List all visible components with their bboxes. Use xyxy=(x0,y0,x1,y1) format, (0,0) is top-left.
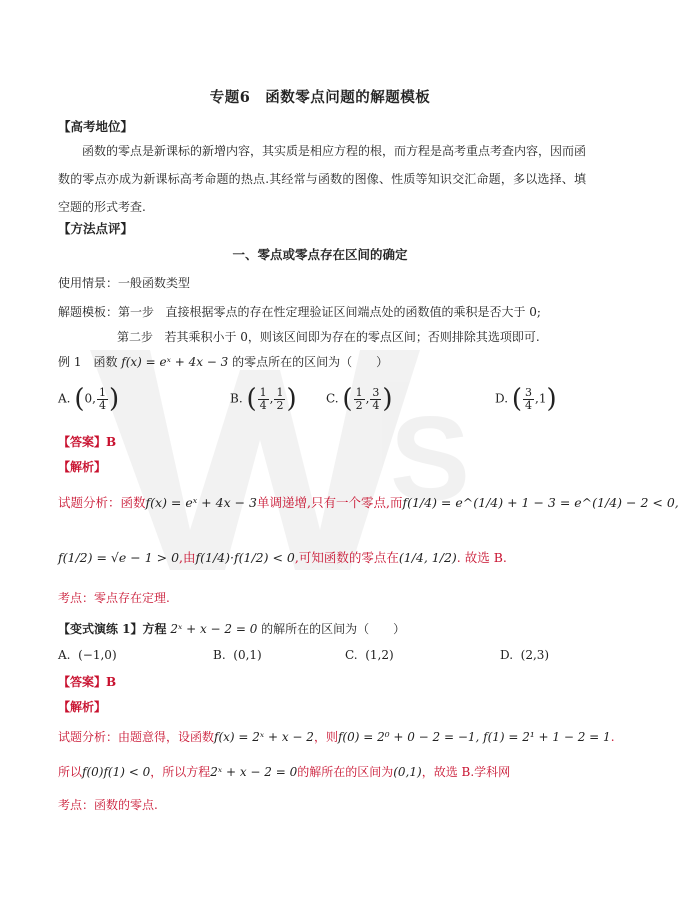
analysis-text: ,可知函数的零点在 xyxy=(294,550,399,565)
analysis-text: ,由 xyxy=(179,550,196,565)
analysis-text: ，则 xyxy=(313,730,338,744)
template-step1 xyxy=(58,303,541,320)
example1-label: 例 1 函数 xyxy=(58,355,118,369)
analysis-math: f(1/2) = √e − 1 > 0 xyxy=(58,550,180,565)
option-value: (2,3) xyxy=(520,648,550,662)
variant1-question xyxy=(58,620,405,637)
analysis-math: 2ˣ + x − 2 = 0 xyxy=(210,765,298,779)
option-value: (0,1) xyxy=(233,648,262,662)
template-step2 xyxy=(117,328,540,345)
analysis-math: (0,1) xyxy=(393,765,422,779)
example1-tail: 的零点所在的区间为（ ） xyxy=(232,355,389,369)
analysis-text: . 故选 B. xyxy=(456,550,507,565)
example1-question xyxy=(58,353,388,370)
variant1-analysis-line2 xyxy=(58,763,510,780)
example1-option-b: B. ( $\frac{1}{4}$ , $\frac{1}{2}$ ) xyxy=(230,384,297,414)
section-method-review: 【方法点评】 xyxy=(58,221,134,236)
analysis-math: f(0) = 2⁰ + 0 − 2 = −1, f(1) = 2¹ + 1 − 2 = 1 xyxy=(337,730,611,744)
page-title: 专题6 函数零点问题的解题模板 xyxy=(209,89,431,106)
analysis-text: 的解所在的区间为 xyxy=(297,765,394,779)
option-d-upper: 1 xyxy=(538,391,547,406)
analysis-math: f(1/4) = e^(1/4) + 1 − 3 = e^(1/4) − 2 < 0, xyxy=(402,495,679,510)
example1-analysis-line1 xyxy=(58,493,679,511)
example1-analysis-line2 xyxy=(58,548,507,566)
analysis-text: 试题分析：由题意得，设函数 xyxy=(58,730,215,744)
svg-text:S: S xyxy=(390,392,471,526)
step2-text: 若其乘积小于 0，则该区间即为存在的零点区间；否则排除其选项即可. xyxy=(164,330,540,344)
variant1-point: 考点：函数的零点. xyxy=(58,798,158,812)
option-letter: B. xyxy=(230,391,243,406)
option-value: (1,2) xyxy=(365,648,394,662)
analysis-text: ，故选 B.学科网 xyxy=(421,765,511,779)
example1-answer: 【答案】B xyxy=(58,435,117,449)
variant1-option-a xyxy=(58,648,117,662)
step1-text: 直接根据零点的存在性定理验证区间端点处的函数值的乘积是否大于 0; xyxy=(165,305,541,319)
option-letter: A. xyxy=(58,648,71,662)
subsection-heading: 一、零点或零点存在区间的确定 xyxy=(232,247,408,262)
option-value: (−1,0) xyxy=(78,648,117,662)
example1-function: f(x) = eˣ + 4x − 3 xyxy=(121,355,229,369)
option-letter: B. xyxy=(213,648,226,662)
example1-analysis-label: 【解析】 xyxy=(58,460,107,474)
analysis-text: ，所以方程 xyxy=(150,765,211,779)
option-letter: A. xyxy=(58,391,71,406)
variant1-analysis-line1 xyxy=(58,728,615,745)
step2-label: 第二步 xyxy=(117,330,154,344)
analysis-math: (1/4, 1/2) xyxy=(398,550,457,565)
section-gaokao-position: 【高考地位】 xyxy=(58,119,134,134)
analysis-math: f(1/4)·f(1/2) < 0 xyxy=(195,550,295,565)
variant1-tail: 的解所在的区间为（ ） xyxy=(261,622,406,636)
analysis-text: . xyxy=(610,730,615,744)
step1-label: 第一步 xyxy=(118,305,155,319)
example1-option-c: C. ( $\frac{1}{2}$ , $\frac{3}{4}$ ) xyxy=(326,384,393,414)
analysis-math: f(x) = 2ˣ + x − 2 xyxy=(214,730,314,744)
variant1-label: 【变式演练 1】方程 xyxy=(58,622,167,636)
option-letter: C. xyxy=(345,648,358,662)
usage-line: 使用情景：一般函数类型 xyxy=(58,276,191,290)
intro-paragraph: 函数的零点是新课标的新增内容，其实质是相应方程的根，而方程是高考重点考查内容，因而函数的零点亦成为新课标高考命题的热点.其经常与函数的图像、性质等知识交汇命题，多以选择、填空题的形式考查. xyxy=(58,144,587,214)
example1-option-d: D. ( $\frac{3}{4}$ ,1) xyxy=(495,384,557,414)
example1-option-a: A. (0, $\frac{1}{4}$ ) xyxy=(58,384,120,414)
analysis-text: 所以 xyxy=(58,765,83,779)
variant1-option-c xyxy=(345,648,394,662)
variant1-option-b xyxy=(213,648,262,662)
variant1-answer: 【答案】B xyxy=(58,675,117,689)
analysis-math: f(0)f(1) < 0 xyxy=(82,765,151,779)
variant1-equation: 2ˣ + x − 2 = 0 xyxy=(170,622,258,636)
template-label: 解题模板： xyxy=(58,305,119,319)
option-letter: D. xyxy=(500,648,514,662)
example1-point: 考点：零点存在定理. xyxy=(58,591,170,605)
analysis-text: 单调递增,只有一个零点,而 xyxy=(257,495,403,510)
variant1-analysis-label: 【解析】 xyxy=(58,700,107,714)
analysis-text: 试题分析：函数 xyxy=(58,495,146,510)
option-letter: C. xyxy=(326,391,339,406)
variant1-option-d xyxy=(500,648,549,662)
analysis-math: f(x) = eˣ + 4x − 3 xyxy=(145,495,257,510)
option-a-lower: 0 xyxy=(84,391,93,406)
option-letter: D. xyxy=(495,391,509,406)
